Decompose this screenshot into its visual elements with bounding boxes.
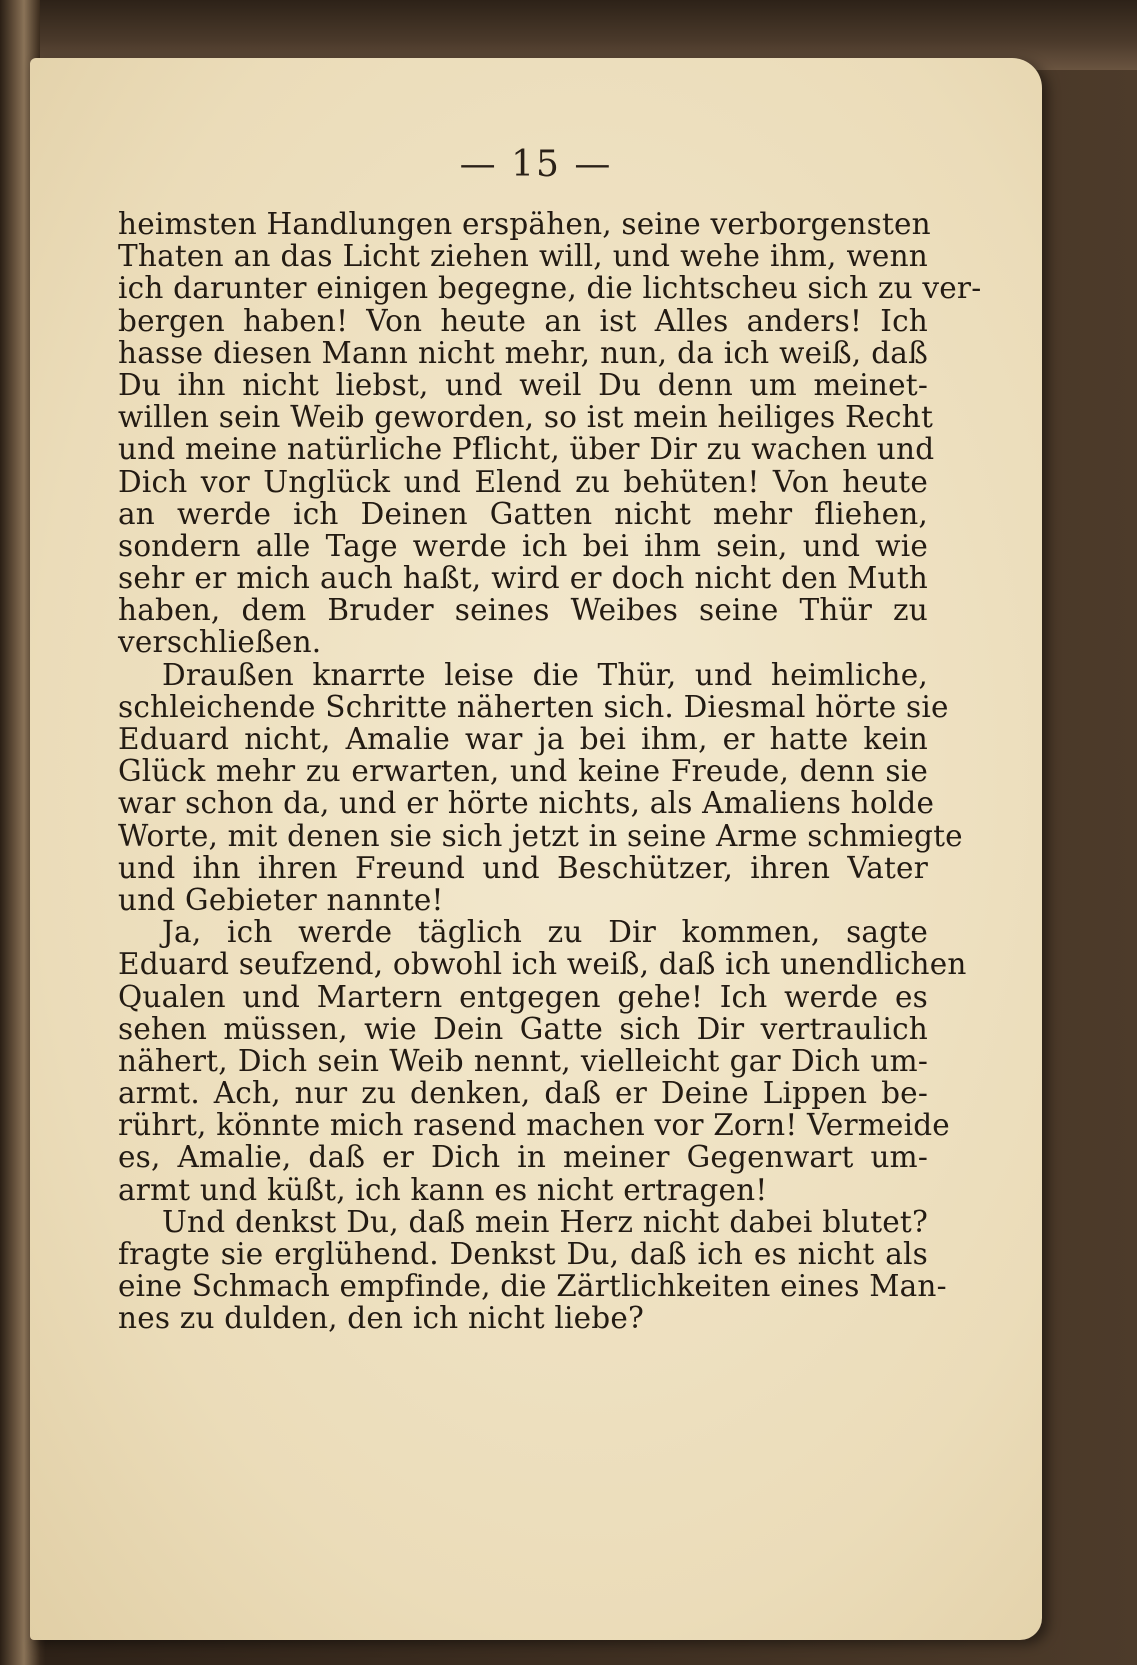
- text-line: bergen haben! Von heute an ist Alles anders! Ich: [118, 303, 928, 338]
- text-line: Draußen knarrte leise die Thür, und heimliche,: [162, 657, 928, 692]
- text-line: sehr er mich auch haßt, wird er doch nicht den Muth: [118, 561, 928, 596]
- text-line: Ja, ich werde täglich zu Dir kommen, sagte: [162, 915, 928, 950]
- text-line: Qualen und Martern entgegen gehe! Ich werde es: [118, 979, 928, 1014]
- text-line: und meine natürliche Pflicht, über Dir zu wachen und: [118, 432, 935, 467]
- text-line: Thaten an das Licht ziehen will, und wehe ihm, wenn: [118, 239, 928, 274]
- text-line: hasse diesen Mann nicht mehr, nun, da ich weiß, daß: [118, 335, 928, 370]
- page-text-block: [118, 207, 982, 1336]
- text-line: ich darunter einigen begegne, die lichtscheu sich zu ver-: [118, 271, 982, 306]
- text-line: es, Amalie, daß er Dich in meiner Gegenwart um-: [118, 1140, 928, 1175]
- text-line: Dich vor Unglück und Elend zu behüten! Von heute: [118, 464, 928, 499]
- text-line: willen sein Weib geworden, so ist mein heiliges Recht: [118, 400, 934, 435]
- text-line: sondern alle Tage werde ich bei ihm sein, und wie: [118, 528, 928, 563]
- text-line: Eduard seufzend, obwohl ich weiß, daß ich unendlichen: [118, 947, 967, 982]
- text-line: verschließen.: [118, 625, 322, 660]
- text-line: rührt, könnte mich rasend machen vor Zorn! Vermeide: [118, 1108, 950, 1143]
- text-line: eine Schmach empfinde, die Zärtlichkeiten eines Man-: [118, 1269, 947, 1304]
- text-line: Du ihn nicht liebst, und weil Du denn um meinet-: [118, 367, 928, 402]
- text-line: an werde ich Deinen Gatten nicht mehr fliehen,: [118, 496, 928, 531]
- text-line: Glück mehr zu erwarten, und keine Freude, denn sie: [118, 754, 928, 789]
- text-line: sehen müssen, wie Dein Gatte sich Dir vertraulich: [118, 1011, 928, 1046]
- text-line: Worte, mit denen sie sich jetzt in seine Arme schmiegte: [118, 818, 963, 853]
- text-line: und ihn ihren Freund und Beschützer, ihren Vater: [118, 850, 928, 885]
- text-line: Und denkst Du, daß mein Herz nicht dabei blutet?: [162, 1204, 928, 1239]
- book-page: [30, 58, 1042, 1640]
- text-line: nähert, Dich sein Weib nennt, vielleicht gar Dich um-: [118, 1043, 928, 1078]
- text-line: war schon da, und er hörte nichts, als Amaliens holde: [118, 786, 935, 821]
- text-line: schleichende Schritte näherten sich. Diesmal hörte sie: [118, 689, 949, 724]
- text-line: fragte sie erglühend. Denkst Du, daß ich es nicht als: [118, 1237, 928, 1271]
- page-number: — 15 —: [459, 144, 613, 185]
- text-line: armt und küßt, ich kann es nicht ertragen!: [118, 1172, 768, 1207]
- text-line: heimsten Handlungen erspähen, seine verborgensten: [118, 207, 931, 241]
- text-line: Eduard nicht, Amalie war ja bei ihm, er hatte kein: [118, 722, 928, 756]
- text-line: nes zu dulden, den ich nicht liebe?: [118, 1301, 645, 1336]
- text-line: haben, dem Bruder seines Weibes seine Thür zu: [118, 593, 928, 628]
- text-line: und Gebieter nannte!: [118, 882, 444, 917]
- text-line: armt. Ach, nur zu denken, daß er Deine Lippen be-: [118, 1076, 928, 1111]
